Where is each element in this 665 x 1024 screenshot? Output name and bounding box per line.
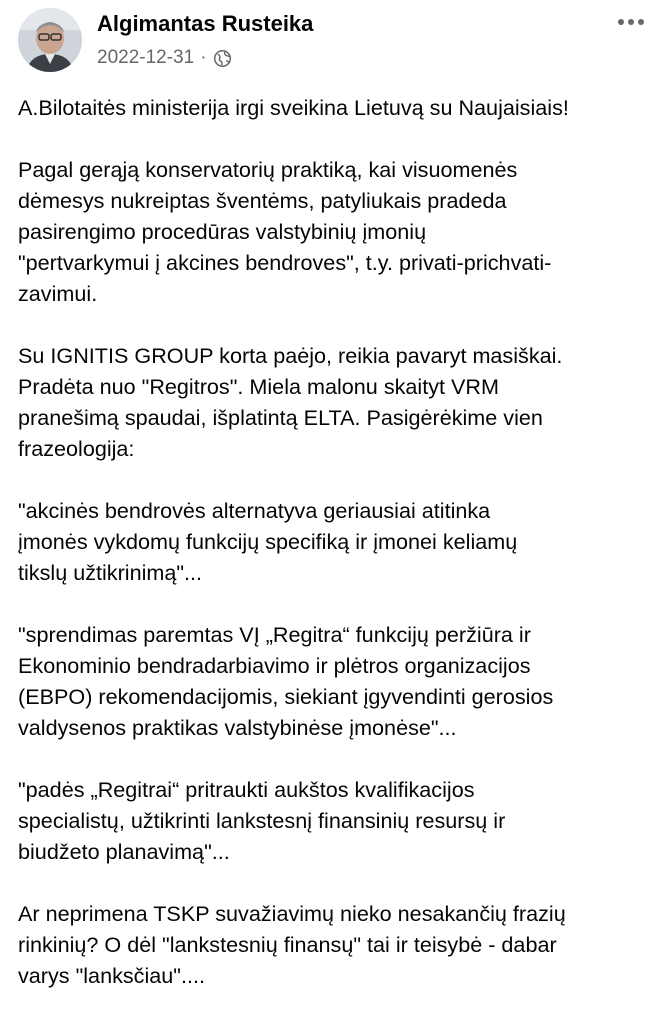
post-paragraph: "akcinės bendrovės alternatyva geriausiai atitinka įmonės vykdomų funkcijų specifiką ir įmonei keliamų tikslų užtikrinimą"... bbox=[18, 498, 518, 585]
post-header bbox=[0, 0, 665, 80]
post-text bbox=[18, 92, 650, 1022]
avatar[interactable] bbox=[18, 8, 82, 72]
more-horizontal-icon bbox=[617, 18, 645, 26]
more-options-button[interactable] bbox=[611, 8, 651, 36]
post-meta bbox=[97, 44, 232, 72]
author-name[interactable]: Algimantas Rusteika bbox=[97, 11, 314, 36]
meta-separator: · bbox=[200, 47, 207, 68]
post-paragraph: "padės „Regitrai“ pritraukti aukštos kvalifikacijos specialistų, užtikrinti lankstesnį finansinių resursų ir biudžeto planavimą"... bbox=[18, 777, 506, 864]
post-paragraph: Pagal gerąją konservatorių praktiką, kai visuomenės dėmesys nukreiptas šventėms, patyliukais pradeda pasirengimo procedūras valstybinių įmonių "pertvarkymui į akcines bendroves", t.y. privati-prichvati- zavimui. bbox=[18, 157, 552, 306]
post-paragraph: Ar neprimena TSKP suvažiavimų nieko nesakančių frazių rinkinių? O dėl "lankstesnių finansų" tai ir teisybė - dabar varys "lanksčiau".... bbox=[18, 901, 566, 988]
post-paragraph: A.Bilotaitės ministerija irgi sveikina Lietuvą su Naujaisiais! bbox=[18, 95, 569, 120]
profile-photo bbox=[18, 8, 82, 72]
globe-icon bbox=[213, 49, 232, 68]
post-paragraph: Su IGNITIS GROUP korta paėjo, reikia pavaryt masiškai. Pradėta nuo "Regitros". Miela malonu skaityt VRM pranešimą spaudai, išplatintą ELTA. Pasigėrėkime vien frazeologija: bbox=[18, 343, 563, 461]
post-paragraph: "sprendimas paremtas VĮ „Regitra“ funkcijų peržiūra ir Ekonominio bendradarbiavimo ir plėtros organizacijos (EBPO) rekomendacijomis, siekiant įgyvendinti gerosios valdysenos praktikas valstybinėse įmonėse"... bbox=[18, 622, 554, 740]
post-date[interactable]: 2022-12-31 bbox=[97, 47, 195, 68]
